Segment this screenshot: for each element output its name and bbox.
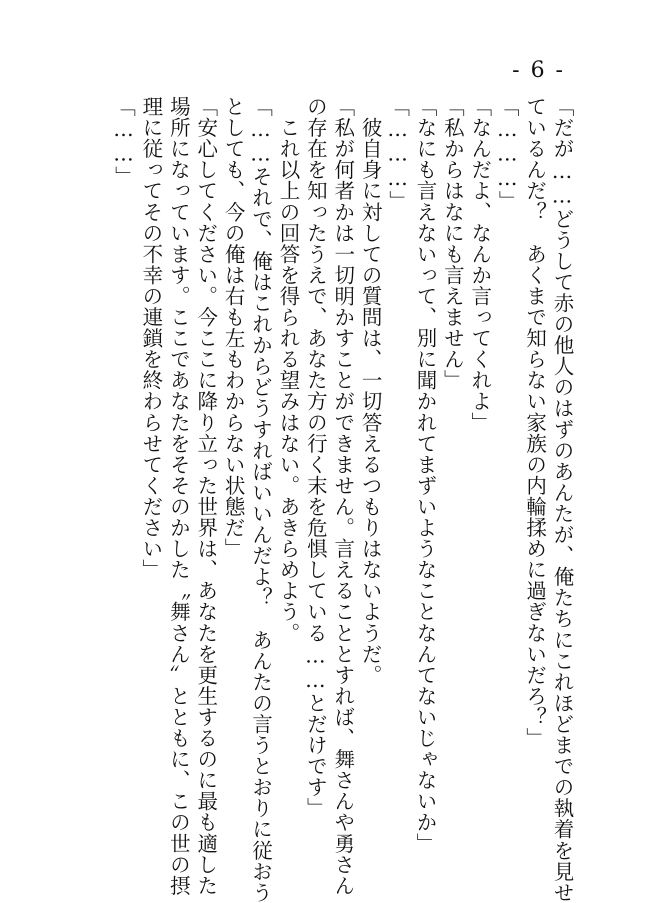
text-line: 「だが……どうして赤の他人のはずのあんたが、俺たちにこれほどまでの執着を見せ	[550, 96, 574, 903]
text-line: の存在を知ったうえで、あなた方の行く末を危惧している……とだけです」	[303, 96, 328, 819]
page-number: - 6 -	[512, 58, 565, 83]
text-line: 「なにも言えないって、別に聞かれてまずいようなことなんてないじゃないか」	[412, 96, 437, 854]
text-line: 場所になっています。ここであなたをそそのかした〝舞さん〟とともに、この世の摂	[166, 96, 191, 896]
text-line: 彼自身に対しての質問は、一切答えるつもりはないようだ。	[358, 96, 383, 686]
text-line: 「私からはなにも言えません」	[440, 96, 465, 391]
text-line: としても、今の俺は右も左もわからない状態だ」	[221, 96, 246, 560]
vertical-text-body	[109, 96, 575, 903]
text-line: 理に従ってその不幸の連鎖を終わらせてください」	[138, 96, 163, 581]
text-line: ているんだ？ あくまで知らない家族の内輪揉めに過ぎないだろ？」	[522, 96, 547, 749]
text-line: 「私が何者かは一切明かすことができません。言えることとすれば、舞さんや勇さん	[330, 96, 355, 896]
text-line: これ以上の回答を得られる望みはない。あきらめよう。	[275, 96, 300, 644]
text-line: 「……」	[111, 96, 136, 188]
text-line: 「………」	[385, 96, 410, 212]
text-line: 「………」	[495, 96, 520, 212]
text-line: 「……それで、俺はこれからどうすればいいんだよ？ あんたの言うとおりに従おう	[248, 96, 273, 903]
text-line: 「なんだよ、なんか言ってくれよ」	[467, 96, 492, 433]
text-line: 「安心してください。今ここに降り立った世界は、あなたを更生するのに最も適した	[193, 96, 218, 896]
